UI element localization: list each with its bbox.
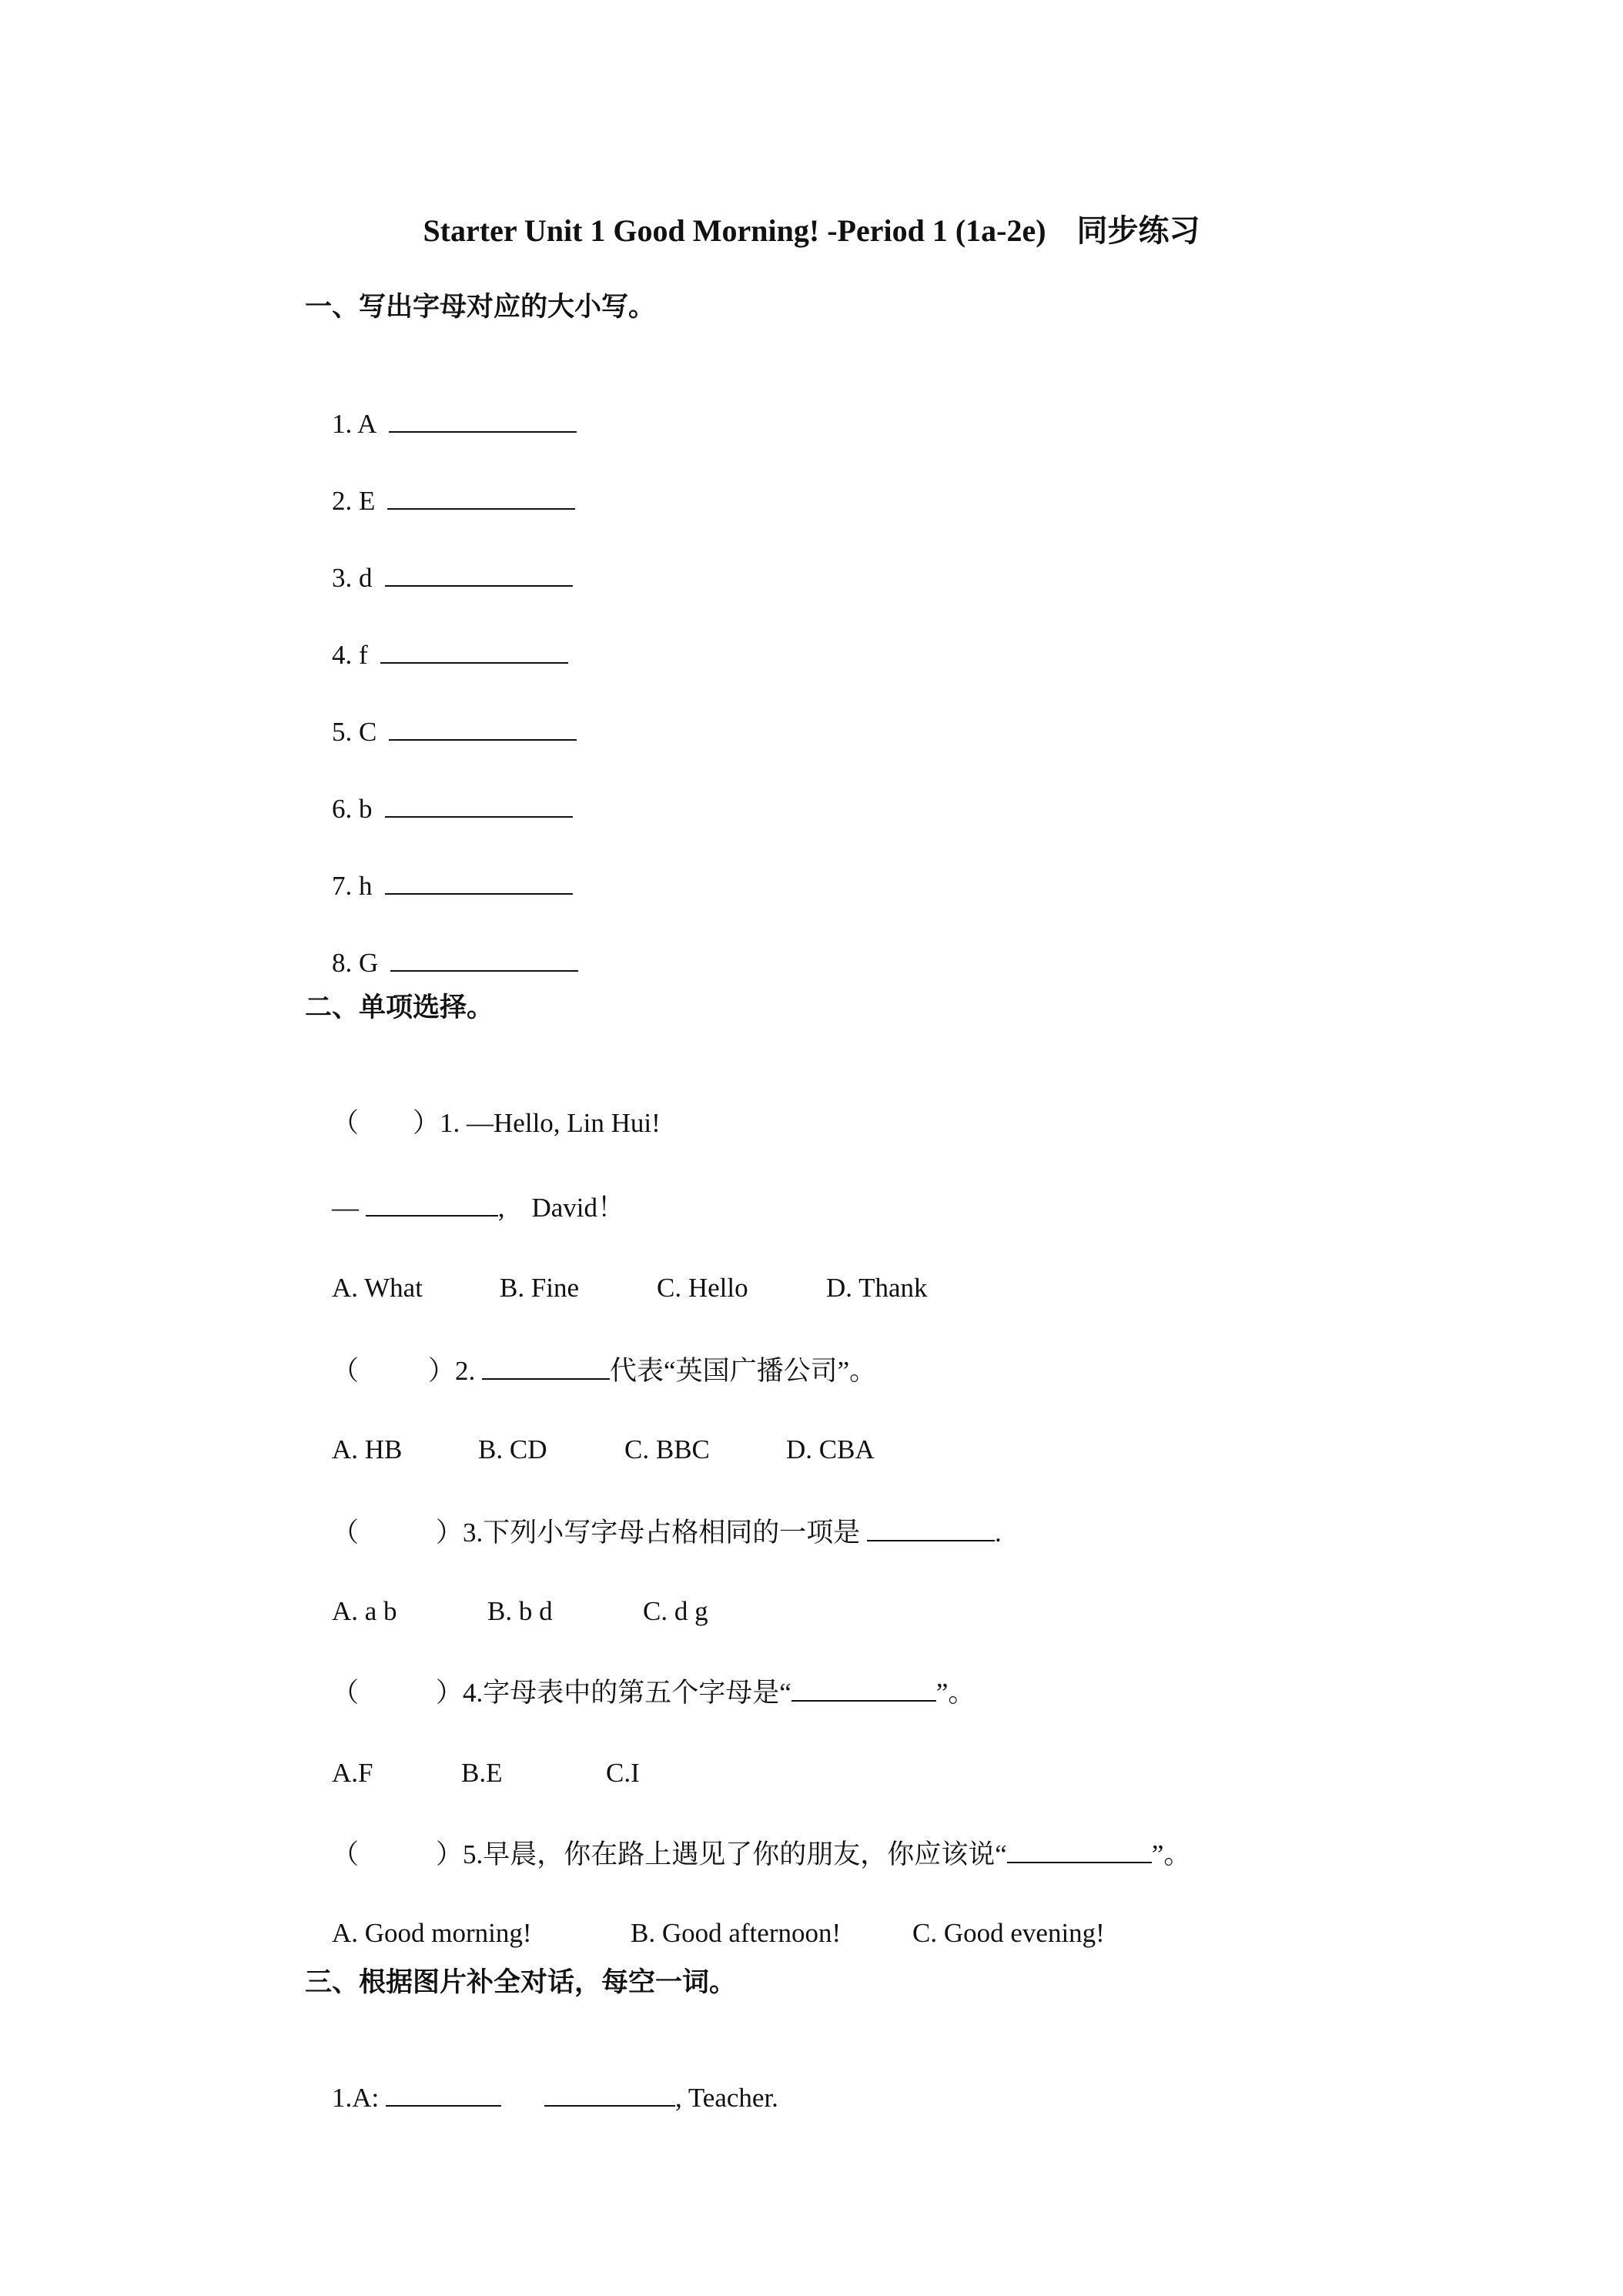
option-a: A. What [332, 1273, 423, 1303]
dialogue-question-1 [305, 2048, 778, 2147]
question-prefix: 3.下列小写字母占格相同的一项是 [463, 1518, 868, 1548]
answer-paren-open: （ [332, 1839, 360, 1869]
answer-blank[interactable] [389, 715, 577, 741]
reply-prefix: — [332, 1193, 366, 1223]
dialogue-suffix: , Teacher. [675, 2083, 778, 2113]
answer-blank[interactable] [380, 638, 568, 664]
option-b: B. Good afternoon! [631, 1918, 842, 1948]
letter-item-label: 2. E [332, 486, 376, 516]
question-suffix: ”。 [935, 1678, 975, 1708]
answer-blank[interactable] [366, 1190, 498, 1217]
option-c: C. BBC [624, 1434, 710, 1464]
option-d: D. CBA [786, 1434, 875, 1464]
question-suffix: ”。 [1151, 1839, 1191, 1869]
answer-blank[interactable] [867, 1515, 995, 1541]
section1-heading: 一、写出字母对应的大小写。 [305, 292, 656, 322]
option-b: B.E [461, 1758, 503, 1788]
answer-blank[interactable] [386, 2080, 501, 2107]
option-c: C. Hello [657, 1273, 748, 1303]
answer-paren-close: ） [436, 1678, 463, 1708]
answer-paren-open: （ [332, 1108, 360, 1138]
answer-paren-close: ） [428, 1356, 456, 1386]
answer-blank[interactable] [544, 2080, 675, 2107]
answer-paren-close: ） [436, 1518, 463, 1548]
answer-paren-close: ） [436, 1839, 463, 1869]
question-prefix: 2. [455, 1356, 483, 1386]
option-c: C. d g [643, 1596, 708, 1626]
option-c: C.I [606, 1758, 640, 1788]
answer-paren-open: （ [332, 1518, 360, 1548]
question-prefix: 5.早晨，你在路上遇见了你的朋友，你应该说“ [463, 1839, 1007, 1869]
question-suffix: 代表“英国广播公司”。 [610, 1356, 877, 1386]
answer-blank[interactable] [791, 1675, 936, 1702]
section2-heading: 二、单项选择。 [305, 992, 494, 1022]
answer-blank[interactable] [385, 869, 573, 895]
letter-item-label: 1. A [332, 409, 377, 439]
option-b: B. Fine [500, 1273, 580, 1303]
section3-heading: 三、根据图片补全对话，每空一词。 [305, 1967, 737, 1997]
answer-paren-open: （ [332, 1356, 360, 1386]
answer-blank[interactable] [385, 561, 573, 587]
reply-suffix: , David！ [497, 1193, 625, 1223]
dialogue-prefix: 1.A: [332, 2083, 386, 2113]
letter-item-label: 4. f [332, 640, 368, 670]
option-d: D. Thank [826, 1273, 928, 1303]
letter-item-label: 3. d [332, 563, 373, 593]
question-prefix: 4.字母表中的第五个字母是“ [463, 1678, 791, 1708]
option-b: B. b d [487, 1596, 553, 1626]
answer-blank[interactable] [389, 407, 577, 433]
letter-item-label: 7. h [332, 871, 373, 901]
page-title: Starter Unit 1 Good Morning! -Period 1 (1a-2e) 同步练习 [423, 213, 1200, 248]
option-a: A. a b [332, 1596, 397, 1626]
question-text: 1. —Hello, Lin Hui! [440, 1108, 661, 1138]
answer-paren-open: （ [332, 1678, 360, 1708]
answer-blank[interactable] [390, 946, 578, 972]
letter-item-label: 6. b [332, 794, 373, 824]
answer-paren-close: ） [413, 1108, 440, 1138]
option-b: B. CD [478, 1434, 547, 1464]
answer-blank[interactable] [387, 484, 575, 510]
letter-item-label: 5. C [332, 717, 377, 747]
answer-blank[interactable] [385, 792, 573, 818]
option-c: C. Good evening! [912, 1918, 1105, 1948]
question-suffix: . [995, 1518, 1002, 1548]
answer-blank[interactable] [482, 1354, 610, 1380]
answer-blank[interactable] [1007, 1837, 1152, 1863]
letter-item-label: 8. G [332, 948, 379, 978]
option-a: A.F [332, 1758, 373, 1788]
option-a: A. HB [332, 1434, 403, 1464]
option-a: A. Good morning! [332, 1918, 532, 1948]
